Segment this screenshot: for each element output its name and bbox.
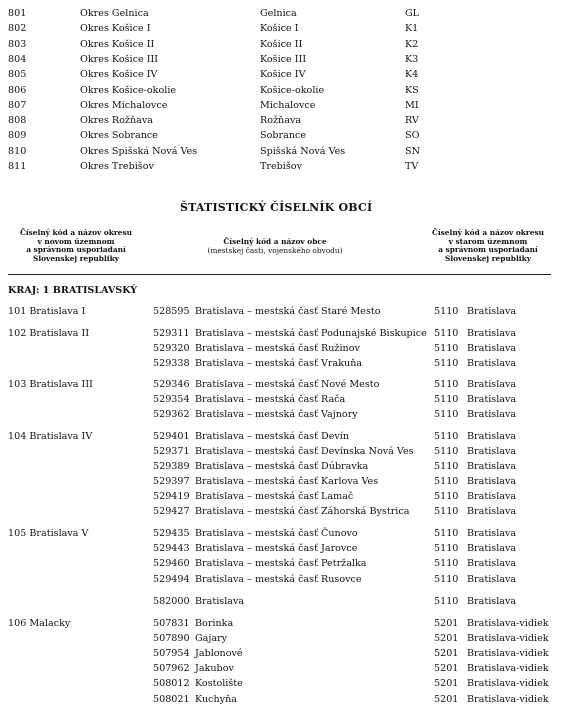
- old-district-code: 5110: [434, 379, 459, 390]
- district-abbreviation: GL: [405, 8, 420, 19]
- municipality-code: 529401: [153, 431, 190, 442]
- municipality-code: 529494: [153, 574, 190, 585]
- old-district-code: 5110: [434, 306, 459, 317]
- district-name: Okres Košice II: [80, 38, 155, 50]
- district-short-name: Gelnica: [260, 8, 297, 19]
- district-code: 808: [8, 115, 27, 127]
- header-new-line-3: a správnom usporiadaní: [26, 245, 126, 255]
- district-short-name: Košice II: [260, 38, 303, 50]
- old-district-code: 5110: [434, 476, 459, 487]
- old-district-name: Bratislava: [467, 558, 517, 569]
- district-short-name: Spišská Nová Ves: [260, 145, 346, 157]
- municipality-code: 529354: [153, 394, 190, 405]
- municipality-name: Bratislava – mestská časť Čunovo: [195, 528, 358, 539]
- header-new-district: [8, 229, 144, 263]
- district-code: 810: [8, 145, 27, 157]
- district-abbreviation: SN: [405, 145, 420, 157]
- old-district-name: Bratislava: [467, 379, 517, 390]
- municipality-name: Jakubov: [195, 663, 234, 674]
- municipality-name: Bratislava – mestská časť Podunajské Biskupice: [195, 328, 427, 339]
- municipality-code: 528595: [153, 306, 190, 317]
- municipality-name: Bratislava – mestská časť Vajnory: [195, 409, 358, 420]
- old-district-code: 5201: [434, 678, 459, 689]
- district-name: Okres Košice III: [80, 53, 159, 65]
- old-district-code: 5110: [434, 328, 459, 339]
- region-heading: KRAJ: 1 BRATISLAVSKÝ: [8, 285, 138, 296]
- municipality-name: Bratislava – mestská časť Karlova Ves: [195, 476, 379, 487]
- municipality-name: Bratislava: [195, 596, 245, 607]
- old-district-code: 5201: [434, 633, 459, 644]
- header-old-line-4: Slovenskej republiky: [444, 253, 531, 263]
- old-district-name: Bratislava: [467, 409, 517, 420]
- new-district: 101 Bratislava I: [8, 306, 86, 317]
- district-abbreviation: MI: [405, 99, 419, 111]
- new-district: 105 Bratislava V: [8, 528, 89, 539]
- municipality-name: Bratislava – mestská časť Rusovce: [195, 574, 362, 585]
- municipality-code: 508012: [153, 678, 190, 689]
- municipality-code: 507890: [153, 633, 190, 644]
- municipality-name: Kuchyňa: [195, 694, 238, 705]
- municipality-code: 529362: [153, 409, 190, 420]
- old-district-name: Bratislava-vidiek: [467, 678, 549, 689]
- district-name: Okres Michalovce: [80, 99, 168, 111]
- old-district-code: 5201: [434, 663, 459, 674]
- old-district-name: Bratislava: [467, 528, 517, 539]
- municipality-code: 529419: [153, 491, 190, 502]
- old-district-code: 5201: [434, 694, 459, 705]
- old-district-name: Bratislava: [467, 306, 517, 317]
- old-district-code: 5110: [434, 358, 459, 369]
- header-municipality: [180, 238, 370, 255]
- old-district-name: Bratislava: [467, 491, 517, 502]
- header-new-line-1: Číselný kód a názov okresu: [19, 228, 133, 237]
- old-district-code: 5110: [434, 596, 459, 607]
- header-old-line-1: Číselný kód a názov okresu: [431, 228, 545, 237]
- district-code: 804: [8, 53, 27, 65]
- municipality-code: 507831: [153, 618, 190, 629]
- old-district-code: 5201: [434, 618, 459, 629]
- municipality-name: Bratislava – mestská časť Vrakuňa: [195, 358, 363, 369]
- district-abbreviation: RV: [405, 115, 419, 127]
- municipality-name: Bratislava – mestská časť Devín: [195, 431, 350, 442]
- old-district-name: Bratislava: [467, 358, 517, 369]
- district-code: 801: [8, 8, 27, 19]
- district-short-name: Michalovce: [260, 99, 316, 111]
- old-district-name: Bratislava: [467, 476, 517, 487]
- old-district-code: 5110: [434, 394, 459, 405]
- new-district: 102 Bratislava II: [8, 328, 90, 339]
- old-district-name: Bratislava: [467, 596, 517, 607]
- header-divider: [8, 274, 551, 275]
- old-district-code: 5110: [434, 491, 459, 502]
- district-code: 809: [8, 130, 27, 142]
- old-district-name: Bratislava: [467, 543, 517, 554]
- district-short-name: Rožňava: [260, 115, 302, 127]
- header-new-line-4: Slovenskej republiky: [32, 253, 119, 263]
- district-name: Okres Spišská Nová Ves: [80, 145, 198, 157]
- district-code: 806: [8, 84, 27, 96]
- old-district-code: 5110: [434, 558, 459, 569]
- old-district-code: 5110: [434, 446, 459, 457]
- municipality-code: 507954: [153, 648, 190, 659]
- district-abbreviation: K2: [405, 38, 419, 50]
- old-district-code: 5110: [434, 343, 459, 354]
- header-mid-line-2: (mestskej časti, vojenského obvodu): [207, 245, 343, 255]
- municipality-code: 508021: [153, 694, 190, 705]
- new-district: 103 Bratislava III: [8, 379, 93, 390]
- district-code: 802: [8, 23, 27, 35]
- municipality-code: 529427: [153, 506, 190, 517]
- header-old-district: [420, 229, 556, 263]
- old-district-code: 5110: [434, 431, 459, 442]
- municipality-name: Bratislava – mestská časť Ružinov: [195, 343, 360, 354]
- old-district-code: 5110: [434, 409, 459, 420]
- header-old-line-2: v starom územnom: [448, 236, 528, 246]
- old-district-name: Bratislava-vidiek: [467, 663, 549, 674]
- old-district-name: Bratislava: [467, 343, 517, 354]
- old-district-name: Bratislava: [467, 431, 517, 442]
- district-short-name: Košice I: [260, 23, 299, 35]
- municipality-name: Borinka: [195, 618, 234, 629]
- municipality-code: 529338: [153, 358, 190, 369]
- district-abbreviation: KS: [405, 84, 419, 96]
- district-name: Okres Košice-okolie: [80, 84, 177, 96]
- old-district-code: 5110: [434, 574, 459, 585]
- district-short-name: Košice-okolie: [260, 84, 325, 96]
- page-title: ŠTATISTICKÝ ČÍSELNÍK OBCÍ: [180, 201, 373, 214]
- old-district-name: Bratislava-vidiek: [467, 648, 549, 659]
- municipality-name: Jablonové: [195, 648, 243, 659]
- old-district-name: Bratislava-vidiek: [467, 694, 549, 705]
- municipality-code: 507962: [153, 663, 190, 674]
- municipality-name: Bratislava – mestská časť Petržalka: [195, 558, 367, 569]
- district-name: Okres Košice I: [80, 23, 151, 35]
- municipality-code: 529346: [153, 379, 190, 390]
- district-short-name: Košice IV: [260, 69, 306, 81]
- municipality-code: 529397: [153, 476, 190, 487]
- municipality-name: Kostolište: [195, 678, 243, 689]
- district-code: 811: [8, 161, 27, 172]
- old-district-name: Bratislava-vidiek: [467, 618, 549, 629]
- district-abbreviation: SO: [405, 130, 420, 142]
- new-district: 106 Malacky: [8, 618, 71, 629]
- municipality-name: Bratislava – mestská časť Rača: [195, 394, 346, 405]
- municipality-code: 529435: [153, 528, 190, 539]
- district-code: 807: [8, 99, 27, 111]
- old-district-name: Bratislava: [467, 446, 517, 457]
- municipality-name: Bratislava – mestská časť Lamač: [195, 491, 354, 502]
- header-old-line-3: a správnom usporiadaní: [438, 245, 538, 255]
- district-name: Okres Gelnica: [80, 8, 149, 19]
- district-abbreviation: K3: [405, 53, 419, 65]
- district-short-name: Košice III: [260, 53, 307, 65]
- old-district-code: 5110: [434, 528, 459, 539]
- header-new-line-2: v novom územnom: [37, 236, 115, 246]
- old-district-name: Bratislava: [467, 506, 517, 517]
- district-abbreviation: K1: [405, 23, 419, 35]
- district-name: Okres Košice IV: [80, 69, 158, 81]
- district-name: Okres Trebišov: [80, 161, 154, 172]
- municipality-code: 529320: [153, 343, 190, 354]
- municipality-code: 529311: [153, 328, 190, 339]
- old-district-name: Bratislava: [467, 328, 517, 339]
- municipality-name: Bratislava – mestská časť Jarovce: [195, 543, 358, 554]
- municipality-name: Gajary: [195, 633, 228, 644]
- municipality-code: 529389: [153, 461, 190, 472]
- district-name: Okres Sobrance: [80, 130, 158, 142]
- new-district: 104 Bratislava IV: [8, 431, 93, 442]
- municipality-code: 582000: [153, 596, 190, 607]
- old-district-name: Bratislava: [467, 394, 517, 405]
- municipality-name: Bratislava – mestská časť Devínska Nová Ves: [195, 446, 414, 457]
- municipality-code: 529371: [153, 446, 190, 457]
- municipality-code: 529443: [153, 543, 190, 554]
- district-short-name: Trebišov: [260, 161, 302, 172]
- old-district-name: Bratislava: [467, 461, 517, 472]
- district-abbreviation: TV: [405, 161, 419, 172]
- municipality-code: 529460: [153, 558, 190, 569]
- old-district-code: 5201: [434, 648, 459, 659]
- district-short-name: Sobrance: [260, 130, 307, 142]
- old-district-code: 5110: [434, 543, 459, 554]
- old-district-code: 5110: [434, 506, 459, 517]
- district-name: Okres Rožňava: [80, 115, 154, 127]
- old-district-code: 5110: [434, 461, 459, 472]
- municipality-name: Bratislava – mestská časť Záhorská Bystrica: [195, 506, 410, 517]
- old-district-name: Bratislava-vidiek: [467, 633, 549, 644]
- header-mid-line-1: Číselný kód a názov obce: [223, 237, 327, 246]
- municipality-name: Bratislava – mestská časť Dúbravka: [195, 461, 369, 472]
- old-district-name: Bratislava: [467, 574, 517, 585]
- district-code: 803: [8, 38, 27, 50]
- municipality-name: Bratislava – mestská časť Nové Mesto: [195, 379, 380, 390]
- district-code: 805: [8, 69, 27, 81]
- district-abbreviation: K4: [405, 69, 419, 81]
- municipality-name: Bratislava – mestská časť Staré Mesto: [195, 306, 381, 317]
